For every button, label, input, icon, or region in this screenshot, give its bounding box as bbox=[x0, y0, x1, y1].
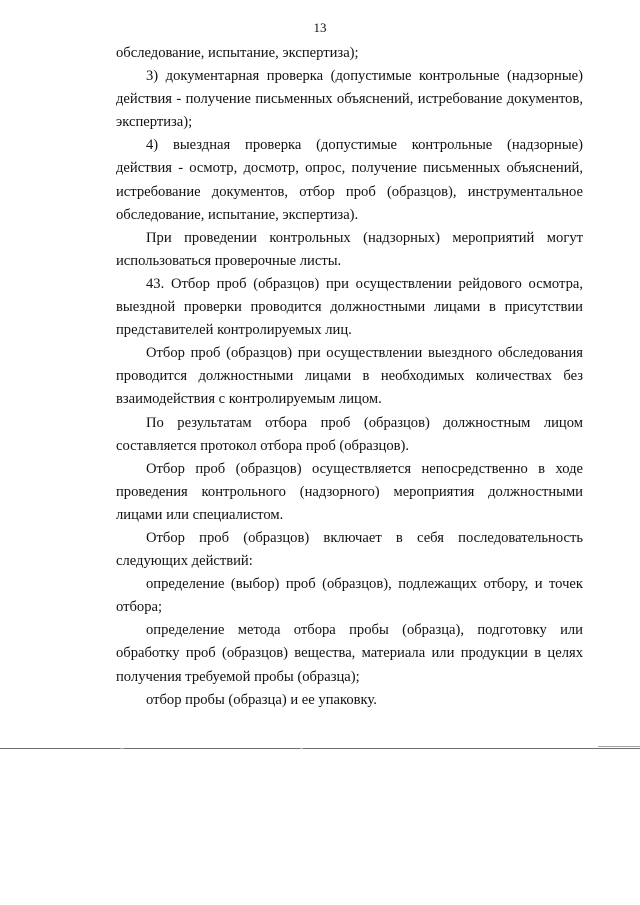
paragraph-protocol: По результатам отбора проб (образцов) должностным лицом составляется протокол отбора проб (образцов). bbox=[116, 414, 583, 454]
paragraph-step-selection: определение (выбор) проб (образцов), подлежащих отбору, и точек отбора; bbox=[116, 576, 583, 616]
paragraph-step-packaging: отбор пробы (образца) и ее упаковку. bbox=[146, 691, 377, 708]
paragraph-item-3: 3) документарная проверка (допустимые контрольные (надзорные) действия - получение письменных объяснений, истребование документов, экспертиза); bbox=[116, 68, 583, 131]
paragraph-checklists: При проведении контрольных (надзорных) мероприятий могут использоваться проверочные листы. bbox=[116, 229, 583, 269]
paragraph-step-method: определение метода отбора пробы (образца), подготовку или обработку проб (образцов) вещества, материала или продукции в целях получения требуемой пробы (образца); bbox=[116, 622, 583, 685]
paragraph-sampling-survey: Отбор проб (образцов) при осуществлении выездного обследования проводится должностными лицами в необходимых количествах без взаимодействия с контролируемым лицом. bbox=[116, 345, 583, 408]
scan-divider-line bbox=[0, 748, 640, 749]
paragraph-continuation: обследование, испытание, экспертиза); bbox=[116, 45, 359, 61]
paragraph-sampling-performed: Отбор проб (образцов) осуществляется непосредственно в ходе проведения контрольного (надзорного) мероприятия должностными лицами или специалистом. bbox=[116, 460, 583, 523]
paragraph-clause-43: 43. Отбор проб (образцов) при осуществлении рейдового осмотра, выездной проверки проводится должностными лицами в присутствии представителей контролируемых лиц. bbox=[116, 275, 583, 339]
scan-divider-fragment bbox=[598, 746, 640, 747]
paragraph-sampling-steps: Отбор проб (образцов) включает в себя последовательность следующих действий: bbox=[116, 529, 583, 570]
page-number: 13 bbox=[313, 20, 327, 35]
document-body bbox=[116, 42, 583, 712]
paragraph-item-4: 4) выездная проверка (допустимые контрольные (надзорные) действия - осмотр, досмотр, опрос, получение письменных объяснений, истребование документов, отбор проб (образцов), инструментальное обследование, испытание, экспертиза). bbox=[116, 137, 583, 223]
